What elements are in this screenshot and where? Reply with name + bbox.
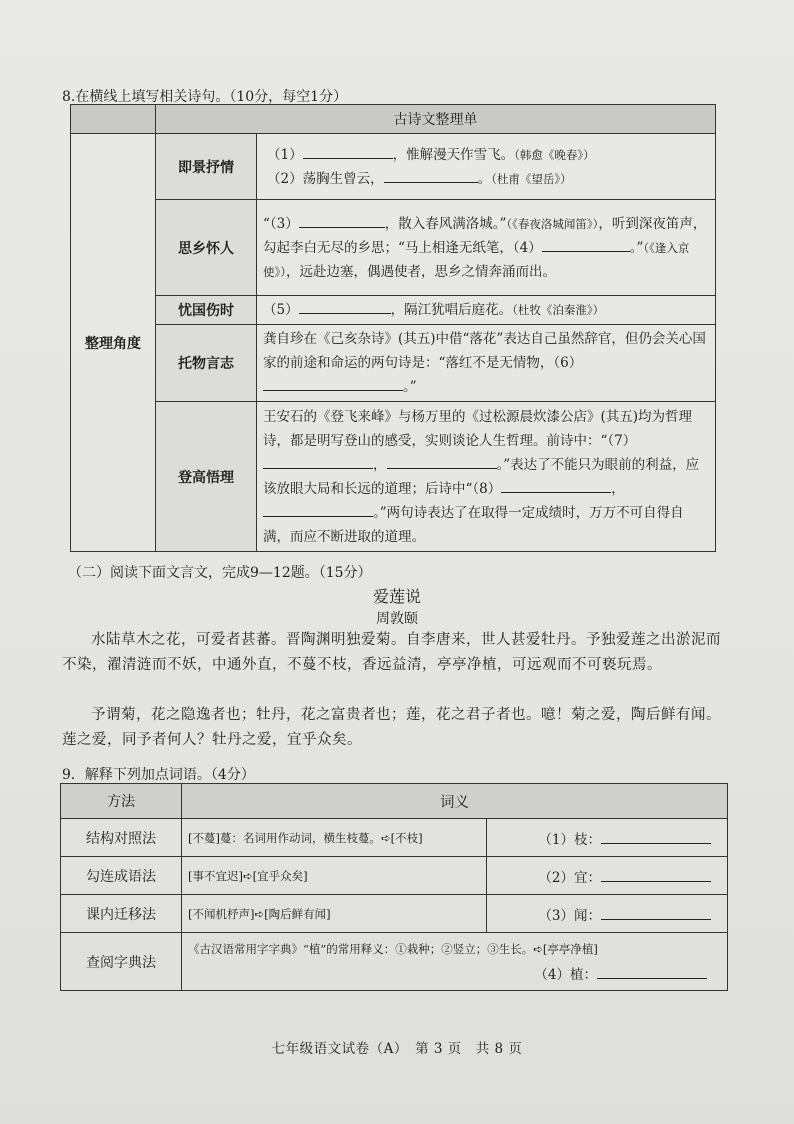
method-dictionary: 查阅字典法 xyxy=(61,933,182,991)
method-transfer: 课内迁移法 xyxy=(61,895,182,933)
answer-cell: （2）宜： xyxy=(487,857,728,895)
table-title: 古诗文整理单 xyxy=(156,105,716,134)
answer-blank-4[interactable] xyxy=(542,237,630,252)
answer-blank-5[interactable] xyxy=(299,299,391,314)
answer-blank-q9-2[interactable] xyxy=(601,867,711,882)
method-example-dictionary: 《古汉语常用字字典》“植”的常用释义：①栽种；②竖立；③生长。➪[亭亭净植] （4）植： xyxy=(182,933,728,991)
passage-paragraph-1: 水陆草木之花，可爱者甚蕃。晋陶渊明独爱菊。自李唐来，世人甚爱牡丹。予独爱莲之出淤泥而不染，濯清涟而不妖，中通外直，不蔓不枝，香远益清，亭亭净植，可远观而不可亵玩焉。 xyxy=(62,632,721,673)
poem-summary-table xyxy=(70,104,716,552)
answer-blank-q9-1[interactable] xyxy=(601,829,711,844)
answer-blank-1[interactable] xyxy=(303,144,393,159)
method-structure: 结构对照法 xyxy=(61,819,182,857)
method-example: [事不宜迟]➪[宜乎众矣] xyxy=(182,857,487,895)
question-8-title: 8.在横线上填写相关诗句。（10分，每空1分） xyxy=(62,89,348,105)
header-meaning: 词义 xyxy=(182,784,728,819)
answer-blank-q9-3[interactable] xyxy=(601,905,711,920)
row-content-patriotic: （5） ，隔江犹唱后庭花。（杜牧《泊秦淮》） xyxy=(257,296,716,325)
passage-author: 周敦颐 xyxy=(376,611,418,627)
answer-blank-2[interactable] xyxy=(384,168,478,183)
answer-blank-3[interactable] xyxy=(299,213,385,228)
row-label-metaphor: 托物言志 xyxy=(156,325,257,402)
answer-blank-7b[interactable] xyxy=(387,454,497,469)
method-example: [不蔓]蔓：名词用作动词，横生枝蔓。➪[不枝] xyxy=(182,819,487,857)
passage-paragraph-2: 予谓菊，花之隐逸者也；牡丹，花之富贵者也；莲，花之君子者也。噫！菊之爱，陶后鲜有闻。莲之爱，同予者何人？牡丹之爱，宜乎众矣。 xyxy=(62,707,721,748)
answer-blank-q9-4[interactable] xyxy=(597,964,707,979)
row-content-metaphor: 龚自珍在《己亥杂诗》(其五)中借“落花”表达自己虽然辞官，但仍会关心国家的前途和命运的两句诗是：“落红不是无情物，（6）。” xyxy=(257,325,716,402)
row-content-scene: （1） ，惟解漫天作雪飞。（韩愈《晚春》） （2）荡胸生曾云， 。（杜甫《望岳》） xyxy=(257,134,716,200)
answer-cell: （1）枝： xyxy=(487,819,728,857)
row-label-patriotic: 忧国伤时 xyxy=(156,296,257,325)
answer-blank-6[interactable] xyxy=(263,376,403,391)
page-footer: 七年级语文试卷（A） 第 3 页 共 8 页 xyxy=(271,1041,523,1057)
category-label: 整理角度 xyxy=(71,134,156,552)
question-9-title: 9．解释下列加点词语。（4分） xyxy=(62,767,255,783)
method-idiom: 勾连成语法 xyxy=(61,857,182,895)
method-example: [不闻机杼声]➪[陶后鲜有闻] xyxy=(182,895,487,933)
row-content-climbing: 王安石的《登飞来峰》与杨万里的《过松源晨炊漆公店》(其五)均为哲理诗，都是明写登山的感受，实则谈论人生哲理。前诗中：“（7）， 。”表达了不能只为眼前的利益，应该放眼大局和长远的道理；后诗中“（8） ，。”两句诗表达了在取得一定成绩时，万万不可自得自满，而应不断进取的道理。 xyxy=(257,402,716,552)
word-meaning-table xyxy=(60,783,728,991)
row-label-homesick: 思乡怀人 xyxy=(156,200,257,296)
header-method: 方法 xyxy=(61,784,182,819)
section-2-heading: （二）阅读下面文言文，完成9—12题。（15分） xyxy=(68,565,372,581)
row-label-climbing: 登高悟理 xyxy=(156,402,257,552)
answer-blank-7a[interactable] xyxy=(263,454,373,469)
table-header-blank xyxy=(71,105,156,134)
answer-blank-8a[interactable] xyxy=(501,478,611,493)
passage-title: 爱莲说 xyxy=(372,587,421,606)
answer-blank-8b[interactable] xyxy=(263,502,373,517)
row-content-homesick: “（3） ，散入春风满洛城。”（《春夜洛城闻笛》），听到深夜笛声，勾起李白无尽的乡思；“马上相逢无纸笔，（4） 。”（《逢入京使》），远赴边塞，偶遇使者，思乡之情奔涌而出。 xyxy=(257,200,716,296)
row-label-scene: 即景抒情 xyxy=(156,134,257,200)
answer-cell: （3）闻： xyxy=(487,895,728,933)
